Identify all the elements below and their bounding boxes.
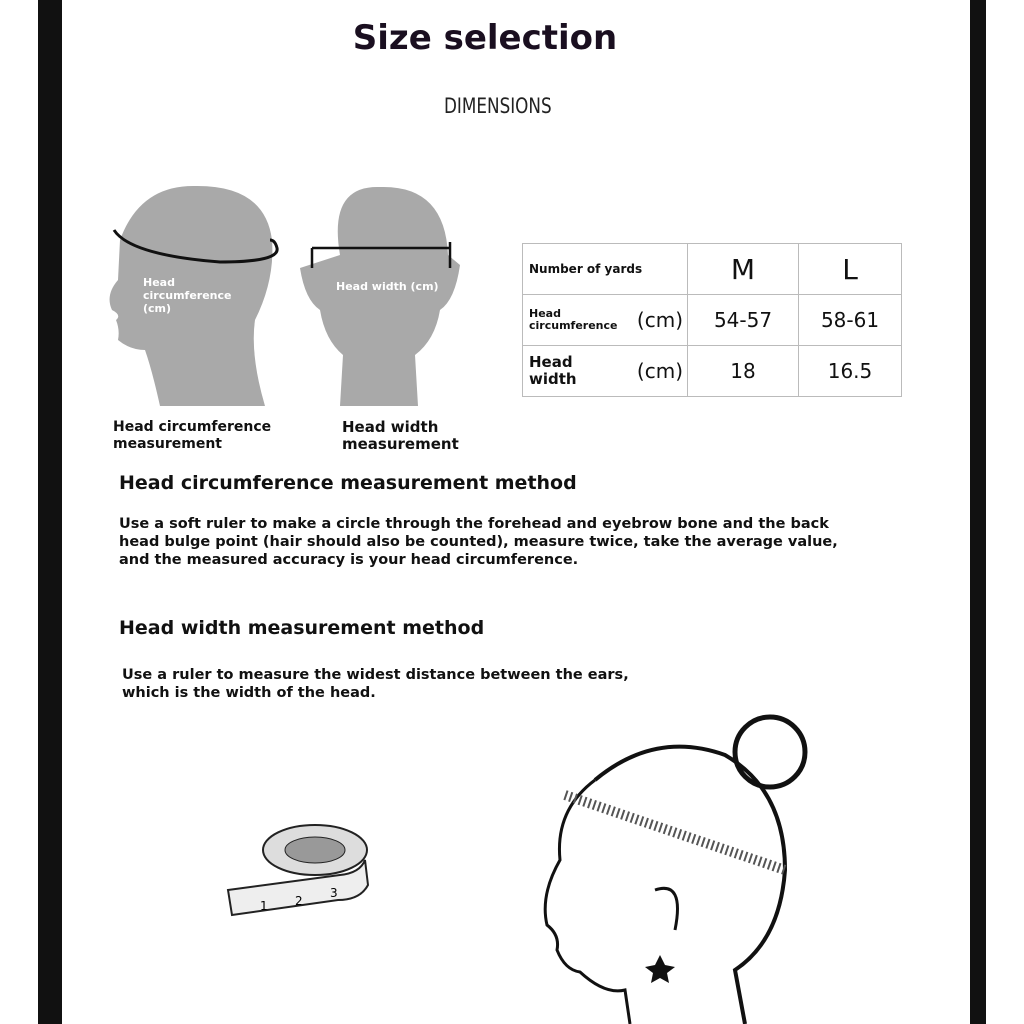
cell-m: 54-57: [688, 295, 799, 346]
row-unit: (cm): [636, 308, 683, 332]
table-row: [523, 295, 902, 346]
cell-l: 58-61: [799, 295, 902, 346]
tape-number: 1: [260, 899, 268, 913]
table-header-row: [523, 244, 902, 295]
left-border: [38, 0, 62, 1024]
right-border: [970, 0, 986, 1024]
table-header-cell: Number of yards: [523, 244, 688, 295]
woman-measuring-head-illustration: [535, 710, 815, 1024]
page-title: Size selection: [352, 18, 618, 58]
tape-number: 3: [330, 886, 338, 900]
size-l-header: L: [799, 244, 902, 295]
cell-l: 16.5: [799, 346, 902, 397]
tape-measure-illustration: [220, 815, 380, 925]
subtitle: DIMENSIONS: [444, 94, 552, 118]
size-m-header: M: [688, 244, 799, 295]
table-row: [523, 346, 902, 397]
row-unit: (cm): [636, 359, 683, 383]
section-heading: Head circumference measurement method: [119, 472, 577, 494]
tape-number: 2: [295, 894, 303, 908]
cell-m: 18: [688, 346, 799, 397]
row-label: Head circumference: [529, 307, 618, 332]
section-heading: Head width measurement method: [119, 617, 485, 639]
side-label: Head circumference (cm): [143, 276, 232, 315]
front-caption: Head width measurement: [342, 418, 459, 453]
size-table: [522, 243, 902, 397]
row-label: Head width: [529, 353, 577, 388]
front-label: Head width (cm): [336, 280, 439, 293]
side-caption: Head circumference measurement: [113, 419, 272, 452]
section-text: Use a soft ruler to make a circle through the forehead and eyebrow bone and the back head bulge point (hair should also be counted), measure twice, take the average value, and the measured accuracy is your head circumference.: [119, 516, 838, 568]
section-text: Use a ruler to measure the widest distance between the ears, which is the width of the head.: [122, 667, 629, 701]
